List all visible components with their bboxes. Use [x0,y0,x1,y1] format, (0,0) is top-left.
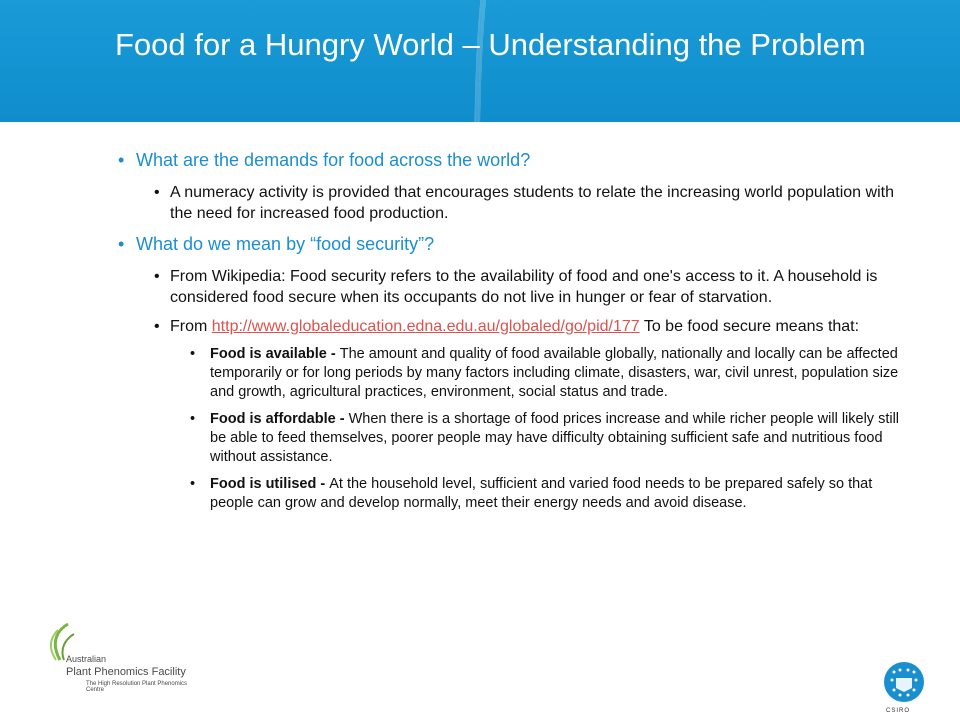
bullet-dot: • [118,150,125,170]
csiro-label: CSIRO [886,708,911,714]
appf-logo [42,622,202,692]
bullet-answer-3-text [170,316,908,337]
appf-line-3: The High Resolution Plant Phenomics Centre [86,681,188,693]
utilised-heading: Food is utilised - [210,476,330,492]
globaleducation-link[interactable]: http://www.globaleducation.edna.edu.au/globaled/go/pid/177 [211,318,640,335]
answer-3-suffix: To be food secure means that: [639,318,860,335]
sub-bullet-utilised-text [210,475,908,513]
bullet-answer-2 [154,266,908,308]
appf-line-1: Australian [66,654,107,664]
bullet-answer-3 [154,316,908,337]
csiro-emblem-icon [882,660,926,704]
sub-bullet-available-text [210,345,908,402]
affordable-body: When there is a shortage of food prices increase and while richer people will likely still be able to feed themselves, poorer people may have difficulty obtaining sufficient safe and nutritious food without assistance. [210,411,900,465]
sub-bullet-affordable [190,410,908,467]
utilised-body: At the household level, sufficient and varied food needs to be prepared safely so that people can grow and develop normally, meet their energy needs and avoid disease. [210,476,873,511]
bullet-answer-2-text: From Wikipedia: Food security refers to the availability of food and one's access to it. A household is considered food secure when its occupants do not live in hunger or fear of starvation. [170,268,878,306]
bullet-answer-1 [154,182,908,224]
csiro-logo [882,660,932,714]
available-heading: Food is available - [210,346,340,362]
bullet-question-2 [118,232,908,256]
bullet-dot: • [154,184,160,201]
bullet-dot: • [190,476,196,492]
appf-line-2: Plant Phenomics Facility [66,666,186,678]
slide-title: Food for a Hungry World – Understanding the Problem [115,27,866,62]
bullet-dot: • [154,268,160,285]
sub-bullet-utilised [190,475,908,513]
answer-3-prefix: From [170,318,212,335]
bullet-answer-1-text: A numeracy activity is provided that encourages students to relate the increasing world population with the need for increased food production. [170,184,894,222]
available-body: The amount and quality of food available globally, nationally and locally can be affected temporarily or for long periods by many factors including climate, disasters, war, civil unrest, population size and growth, agricultural practices, environment, social status and trade. [210,346,899,400]
slide-body [118,148,908,521]
bullet-question-1-text: What are the demands for food across the world? [136,150,531,170]
bullet-dot: • [154,318,160,335]
sub-bullet-affordable-text [210,410,908,467]
bullet-dot: • [118,234,125,254]
affordable-heading: Food is affordable - [210,411,349,427]
bullet-dot: • [190,346,196,362]
bullet-question-1 [118,148,908,172]
bullet-dot: • [190,411,196,427]
sub-bullet-available [190,345,908,402]
bullet-question-2-text: What do we mean by “food security”? [136,234,435,254]
